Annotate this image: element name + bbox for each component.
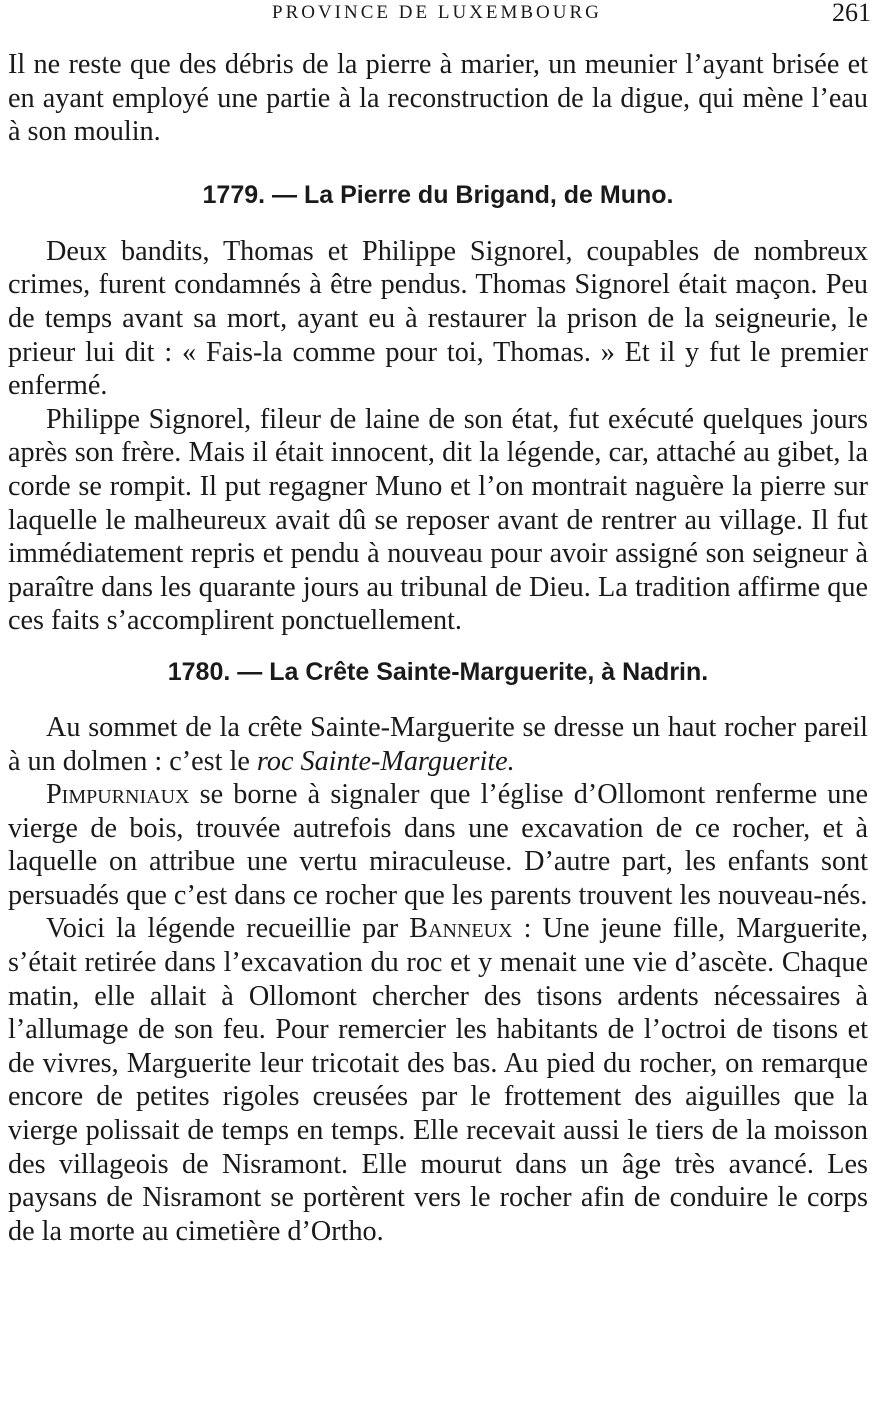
running-title: PROVINCE DE LUXEMBOURG [272,2,602,23]
paragraph-text: se borne à signaler que l’église d’Ollomont renferme une vierge de bois, trouvée autrefois dans une excavation de ce rocher, et à laquelle on attribue une vertu miraculeuse. D’autre part, les enfants sont persuadés que c’est dans ce rocher que les parents trouvent les nouveau-nés. [8,779,868,911]
page-body [8,48,868,1248]
heading-dash: — [237,657,263,686]
section-number: 1780. [167,657,231,686]
section-heading-1779 [8,179,868,212]
paragraph: Philippe Signorel, fileur de laine de son état, fut exécuté quelques jours après son frère. Mais il était innocent, dit la légende, car, attaché au gibet, la corde se rompit. Il put regagner Muno et l’on montrait naguère la pierre sur laquelle le malheureux avait dû se reposer avant de rentrer au village. Il fut immédiatement repris et pendu à nouveau pour avoir assigné son seigneur à paraître dans les quarante jours au tribunal de Dieu. La tradition affirme que ces faits s’accomplirent ponctuellement. [8,403,868,637]
italic-place-name: roc Sainte-Marguerite. [256,745,515,777]
author-name: Pimpurniaux [46,779,190,811]
paragraph: Deux bandits, Thomas et Philippe Signorel, coupables de nombreux crimes, furent condamnés à être pendus. Thomas Signorel était maçon. Peu de temps avant sa mort, ayant eu à restaurer la prison de la seigneurie, le prieur lui dit : « Fais-la comme pour toi, Thomas. » Et il y fut le premier enfermé. [8,235,868,402]
paragraph [8,912,868,1248]
paragraph [8,778,868,912]
author-name: Banneux [409,913,513,945]
paragraph-text: : Une jeune fille, Marguerite, s’était retirée dans l’excavation du roc et y menait une vie d’ascète. Chaque matin, elle allait à Ollomont chercher des tisons ardents nécessaires à l’allumage de son feu. Pour remercier les habitants de l’octroi de tisons et de vivres, Marguerite leur tricotait des bas. Au pied du rocher, on remarque encore de petites rigoles creusées par le frottement des aiguilles que la vierge polissait de temps en temps. Elle recevait aussi le tiers de la moisson des villageois de Nisramont. Elle mourut dans un âge très avancé. Les paysans de Nisramont se portèrent vers le rocher afin de conduire le corps de la morte au cimetière d’Ortho. [8,913,868,1247]
section-title: La Crête Sainte-Marguerite, à Nadrin. [269,657,709,686]
carryover-paragraph: Il ne reste que des débris de la pierre à marier, un meunier l’ayant brisée et en ayant employé une partie à la reconstruction de la digue, qui mène l’eau à son moulin. [8,49,868,148]
section-number: 1779. [202,180,266,209]
paragraph-text: Au sommet de la crête Sainte-Marguerite se dresse un haut rocher pareil à un dolmen : c’est le [8,711,868,777]
running-head [0,0,873,30]
section-title: La Pierre du Brigand, de Muno. [303,180,674,209]
paragraph [8,711,868,778]
page-number: 261 [832,0,871,27]
heading-dash: — [272,180,298,209]
paragraph-text: Voici la légende recueillie par [46,913,410,945]
section-heading-1780 [8,656,868,689]
